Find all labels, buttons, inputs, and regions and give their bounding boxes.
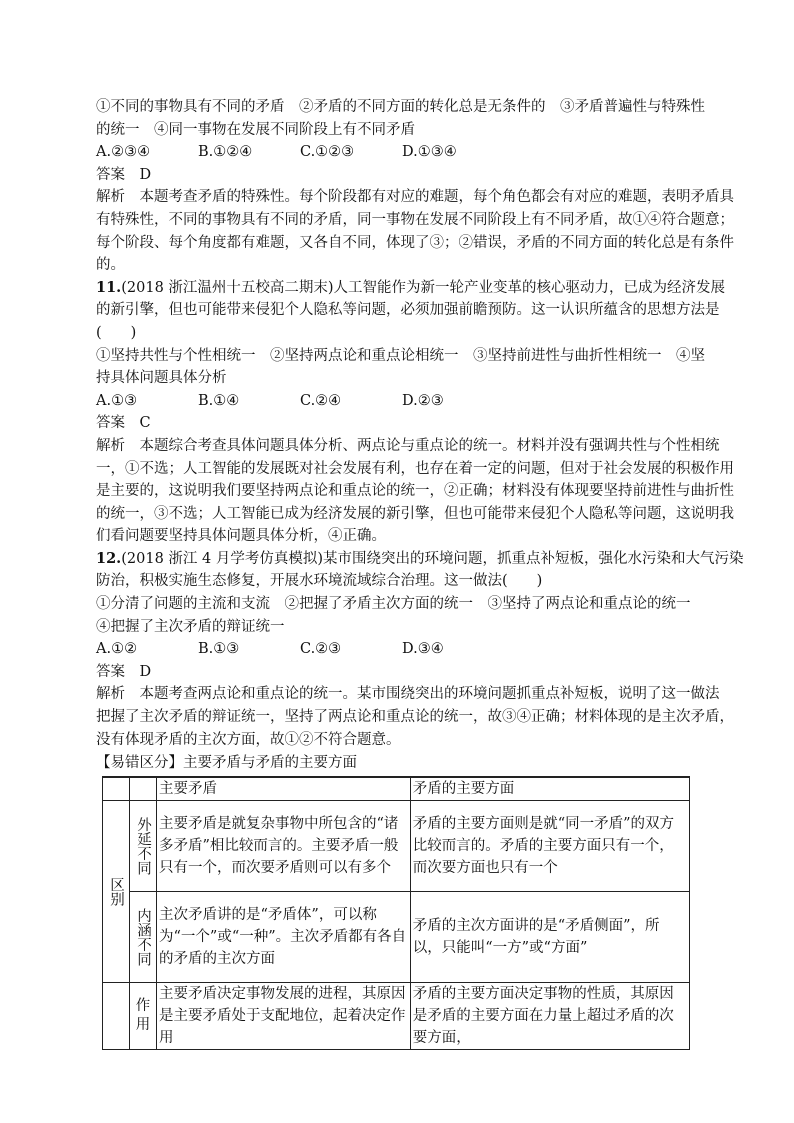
table-blank-cell <box>103 983 130 1050</box>
q11-analysis-line: 解析 本题综合考查具体问题具体分析、两点论与重点论的统一。材料并没有强调共性与个性相统 <box>96 437 720 454</box>
table-corner-cell <box>130 777 157 801</box>
q12-stem-text: (2018 浙江 4 月学考仿真模拟)某市围绕突出的环境问题，抓重点补短板，强化水污染和大气污染 <box>121 550 744 567</box>
q10-option-c: C.①②③ <box>300 144 355 161</box>
tip-label: 【易错区分】 <box>96 755 183 772</box>
q11-stem-line3: ( ) <box>96 324 137 341</box>
table-row <box>103 892 690 983</box>
q11-stem-line1 <box>96 277 726 300</box>
col-header-main-contradiction: 主要矛盾 <box>157 777 411 801</box>
q12-stem-line2: 防治，积极实施生态修复，开展水环境流域综合治理。这一做法( ) <box>96 573 543 590</box>
table-corner-cell <box>103 777 130 801</box>
q12-answer: 答案 D <box>96 663 152 680</box>
cell-effect-left: 主要矛盾决定事物发展的进程，其原因是主要矛盾处于支配地位，起着决定作用 <box>157 983 411 1050</box>
comparison-table <box>102 776 690 1050</box>
q11-options <box>96 390 696 413</box>
table-header-row <box>103 777 690 801</box>
table-row <box>103 983 690 1050</box>
q12-analysis-line: 解析 本题考查两点论和重点论的统一。某市围绕突出的环境问题抓重点补短板，说明了这一做法 <box>96 686 720 703</box>
q12-option-b: B.①③ <box>198 641 240 658</box>
q11-analysis-line: 是主要的，这说明我们要坚持两点论和重点论的统一，②正确；材料没有体现要坚持前进性与曲折性 <box>96 483 734 500</box>
col-header-main-aspect: 矛盾的主要方面 <box>410 777 689 801</box>
q12-statements-line2: ④把握了主次矛盾的辩证统一 <box>96 618 285 635</box>
q10-statements-line2: 的统一 ④同一事物在发展不同阶段上有不同矛盾 <box>96 121 415 138</box>
row-label-connotation: 内涵不同 <box>130 892 157 983</box>
q10-option-a: A.②③④ <box>96 144 151 161</box>
q11-stem-line2: 的新引擎，但也可能带来侵犯个人隐私等问题，必须加强前瞻预防。这一认识所蕴含的思想方法是 <box>96 302 720 319</box>
document-page <box>96 96 744 1050</box>
q11-analysis-line: 一，①不选；人工智能的发展既对社会发展有利，也存在着一定的问题，但对于社会发展的积极作用 <box>96 460 734 477</box>
q10-analysis-line: 的。 <box>96 257 125 274</box>
q12-option-d: D.③④ <box>402 641 444 658</box>
cell-extension-right: 矛盾的主要方面则是就“同一矛盾”的双方比较而言的。矛盾的主要方面只有一个，而次要方面也只有一个 <box>410 801 689 892</box>
row-label-extension: 外延不同 <box>130 801 157 892</box>
q11-analysis-line: 们看问题要坚持具体问题具体分析，④正确。 <box>96 528 386 545</box>
tip-heading <box>96 752 696 774</box>
table-row <box>103 801 690 892</box>
q12-options <box>96 638 696 661</box>
q11-number: 11. <box>96 278 122 296</box>
q10-option-d: D.①③④ <box>402 144 457 161</box>
q11-option-a: A.①③ <box>96 392 138 409</box>
q10-options <box>96 141 696 164</box>
q10-statements-line1: ①不同的事物具有不同的矛盾 ②矛盾的不同方面的转化总是无条件的 ③矛盾普遍性与特殊性 <box>96 99 705 115</box>
q10-option-b: B.①②④ <box>198 144 253 161</box>
tip-title: 主要矛盾与矛盾的主要方面 <box>183 755 357 772</box>
cell-connotation-right: 矛盾的主次方面讲的是“矛盾侧面”，所以，只能叫“一方”或“方面” <box>410 892 689 983</box>
q10-analysis-line: 有特殊性，不同的事物具有不同的矛盾，同一事物在发展不同阶段上有不同矛盾，故①④符合题意； <box>96 211 734 228</box>
q11-stem-text: (2018 浙江温州十五校高二期末)人工智能作为新一轮产业变革的核心驱动力，已成为经济发展 <box>121 279 726 296</box>
cell-connotation-left: 主次矛盾讲的是“矛盾体”，可以称为“一个”或“一种”。主次矛盾都有各自的矛盾的主次方面 <box>157 892 411 983</box>
q10-analysis-line: 每个阶段、每个角度都有难题，又各自不同，体现了③；②错误，矛盾的不同方面的转化总是有条件 <box>96 234 734 251</box>
q11-analysis-line: 的统一，③不选；人工智能已成为经济发展的新引擎，但也可能带来侵犯个人隐私等问题，这说明我 <box>96 505 734 522</box>
q12-option-a: A.①② <box>96 641 138 658</box>
q12-number: 12. <box>96 549 122 567</box>
q11-statements-line1: ①坚持共性与个性相统一 ②坚持两点论和重点论相统一 ③坚持前进性与曲折性相统一 ④坚 <box>96 347 705 364</box>
outer-label-difference: 区别 <box>103 801 130 983</box>
q11-answer: 答案 C <box>96 415 151 432</box>
q11-option-c: C.②④ <box>300 392 342 409</box>
q10-analysis-line: 解析 本题考查矛盾的特殊性。每个阶段都有对应的难题，每个角色都会有对应的难题，表明矛盾具 <box>96 189 734 206</box>
q12-analysis-line: 把握了主次矛盾的辩证统一，坚持了两点论和重点论的统一，故③④正确；材料体现的是主次矛盾， <box>96 709 734 726</box>
cell-effect-right: 矛盾的主要方面决定事物的性质，其原因是矛盾的主要方面在力量上超过矛盾的次要方面， <box>410 983 689 1050</box>
q12-statements-line1: ①分清了问题的主流和支流 ②把握了矛盾主次方面的统一 ③坚持了两点论和重点论的统一 <box>96 596 691 613</box>
q12-option-c: C.②③ <box>300 641 342 658</box>
q12-stem-line1 <box>96 548 744 571</box>
q11-statements-line2: 持具体问题具体分析 <box>96 370 227 387</box>
row-label-effect: 作用 <box>130 983 157 1050</box>
q12-analysis-line: 没有体现矛盾的主次方面，故①②不符合题意。 <box>96 731 401 748</box>
q11-option-d: D.②③ <box>402 392 444 409</box>
cell-extension-left: 主要矛盾是就复杂事物中所包含的“诸多矛盾”相比较而言的。主要矛盾一般只有一个，而次要矛盾则可以有多个 <box>157 801 411 892</box>
q11-option-b: B.①④ <box>198 392 240 409</box>
q10-answer: 答案 D <box>96 166 152 183</box>
